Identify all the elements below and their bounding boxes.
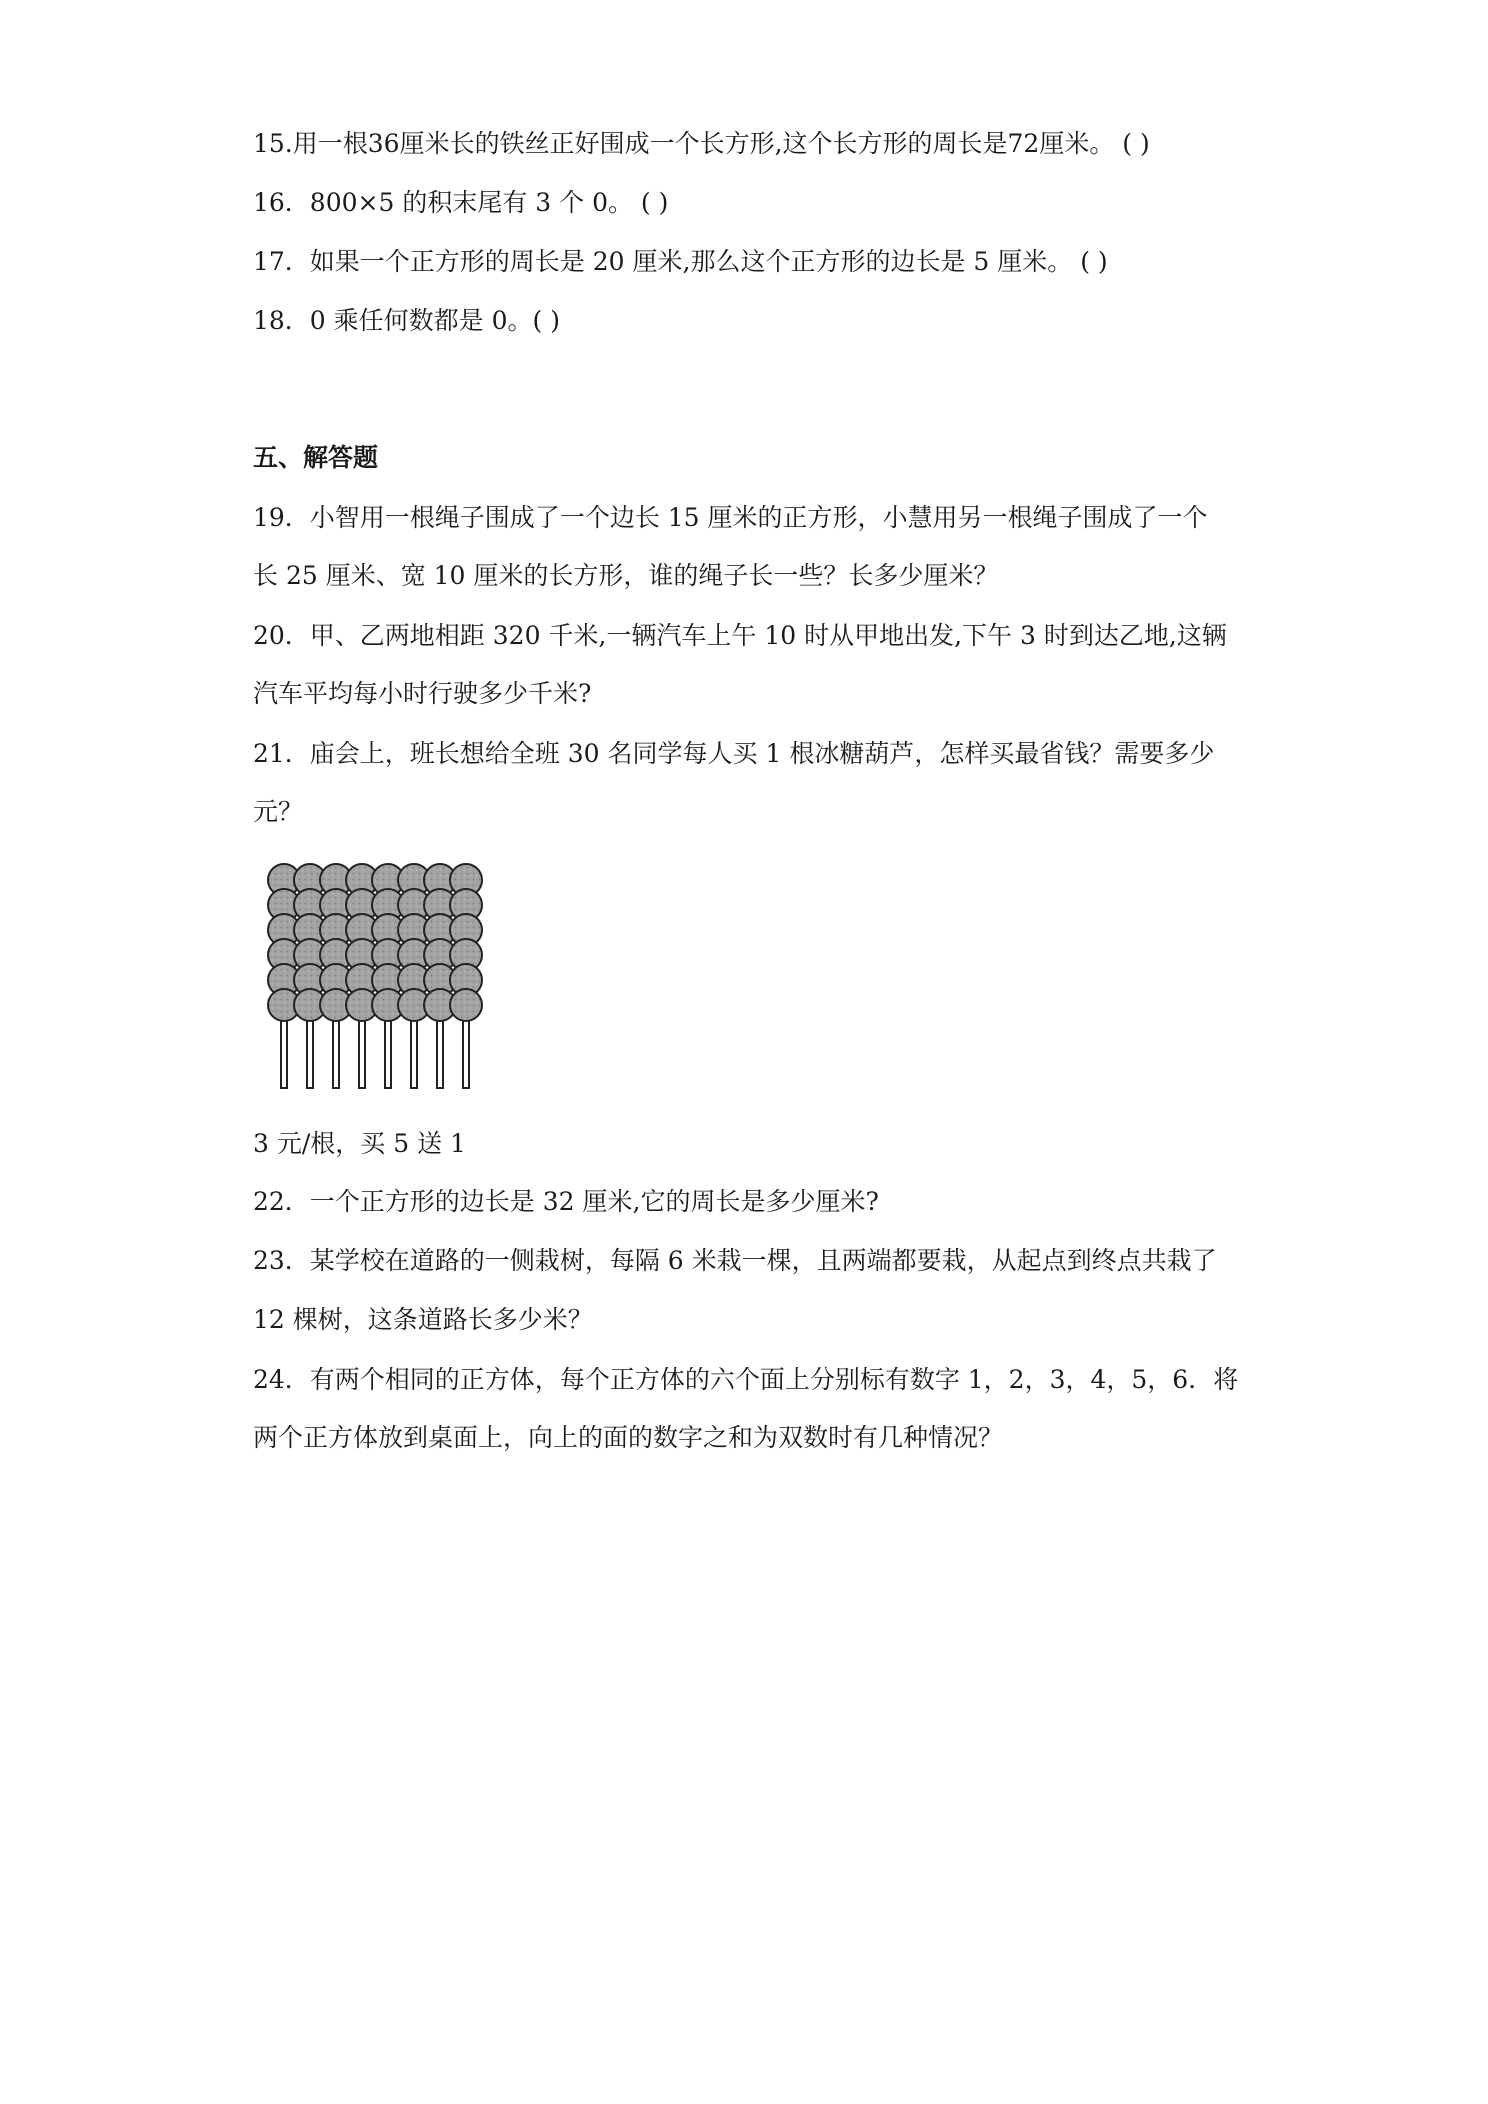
question-16: 16．800×5 的积末尾有 3 个 0。 ( ) [253, 188, 669, 217]
question-20-line-1: 20．甲、乙两地相距 320 千米,一辆汽车上午 10 时从甲地出发,下午 3 时到达乙地,这辆 [253, 621, 1227, 650]
skewer-stick [463, 1017, 469, 1088]
question-18: 18．0 乘任何数都是 0。( ) [253, 306, 560, 335]
section-title: 五、解答题 [253, 443, 379, 472]
question-15: 15.用一根36厘米长的铁丝正好围成一个长方形,这个长方形的周长是72厘米。 ( ) [253, 129, 1150, 158]
question-21-line-1: 21．庙会上，班长想给全班 30 名同学每人买 1 根冰糖葫芦，怎样买最省钱？需要多少 [253, 739, 1215, 768]
question-19-line-1: 19．小智用一根绳子围成了一个边长 15 厘米的正方形，小慧用另一根绳子围成了一个 [253, 503, 1208, 532]
skewer-stick [359, 1017, 365, 1088]
skewer-stick [411, 1017, 417, 1088]
skewer-stick [385, 1017, 391, 1088]
price-note: 3 元/根，买 5 送 1 [253, 1129, 466, 1158]
question-17: 17．如果一个正方形的周长是 20 厘米,那么这个正方形的边长是 5 厘米。 ( ) [253, 247, 1108, 276]
skewer-stick [333, 1017, 339, 1088]
skewer-stick [437, 1017, 443, 1088]
question-23-line-2: 12 棵树，这条道路长多少米？ [253, 1305, 593, 1334]
hawthorn-ball [450, 989, 482, 1021]
question-20-line-2: 汽车平均每小时行驶多少千米? [253, 679, 592, 708]
question-22: 22．一个正方形的边长是 32 厘米,它的周长是多少厘米? [253, 1187, 879, 1216]
tanghulu-figure [262, 860, 492, 1092]
question-23-line-1: 23．某学校在道路的一侧栽树，每隔 6 米栽一棵，且两端都要栽，从起点到终点共栽了 [253, 1246, 1217, 1275]
question-24-line-2: 两个正方体放到桌面上，向上的面的数字之和为双数时有几种情况？ [253, 1423, 1004, 1452]
question-21-line-2: 元？ [253, 797, 304, 826]
question-24-line-1: 24．有两个相同的正方体，每个正方体的六个面上分别标有数字 1，2，3，4，5，6．将 [253, 1365, 1239, 1394]
skewer-stick [307, 1017, 313, 1088]
skewer-stick [281, 1017, 287, 1088]
question-19-line-2: 长 25 厘米、宽 10 厘米的长方形，谁的绳子长一些？长多少厘米？ [253, 561, 999, 590]
